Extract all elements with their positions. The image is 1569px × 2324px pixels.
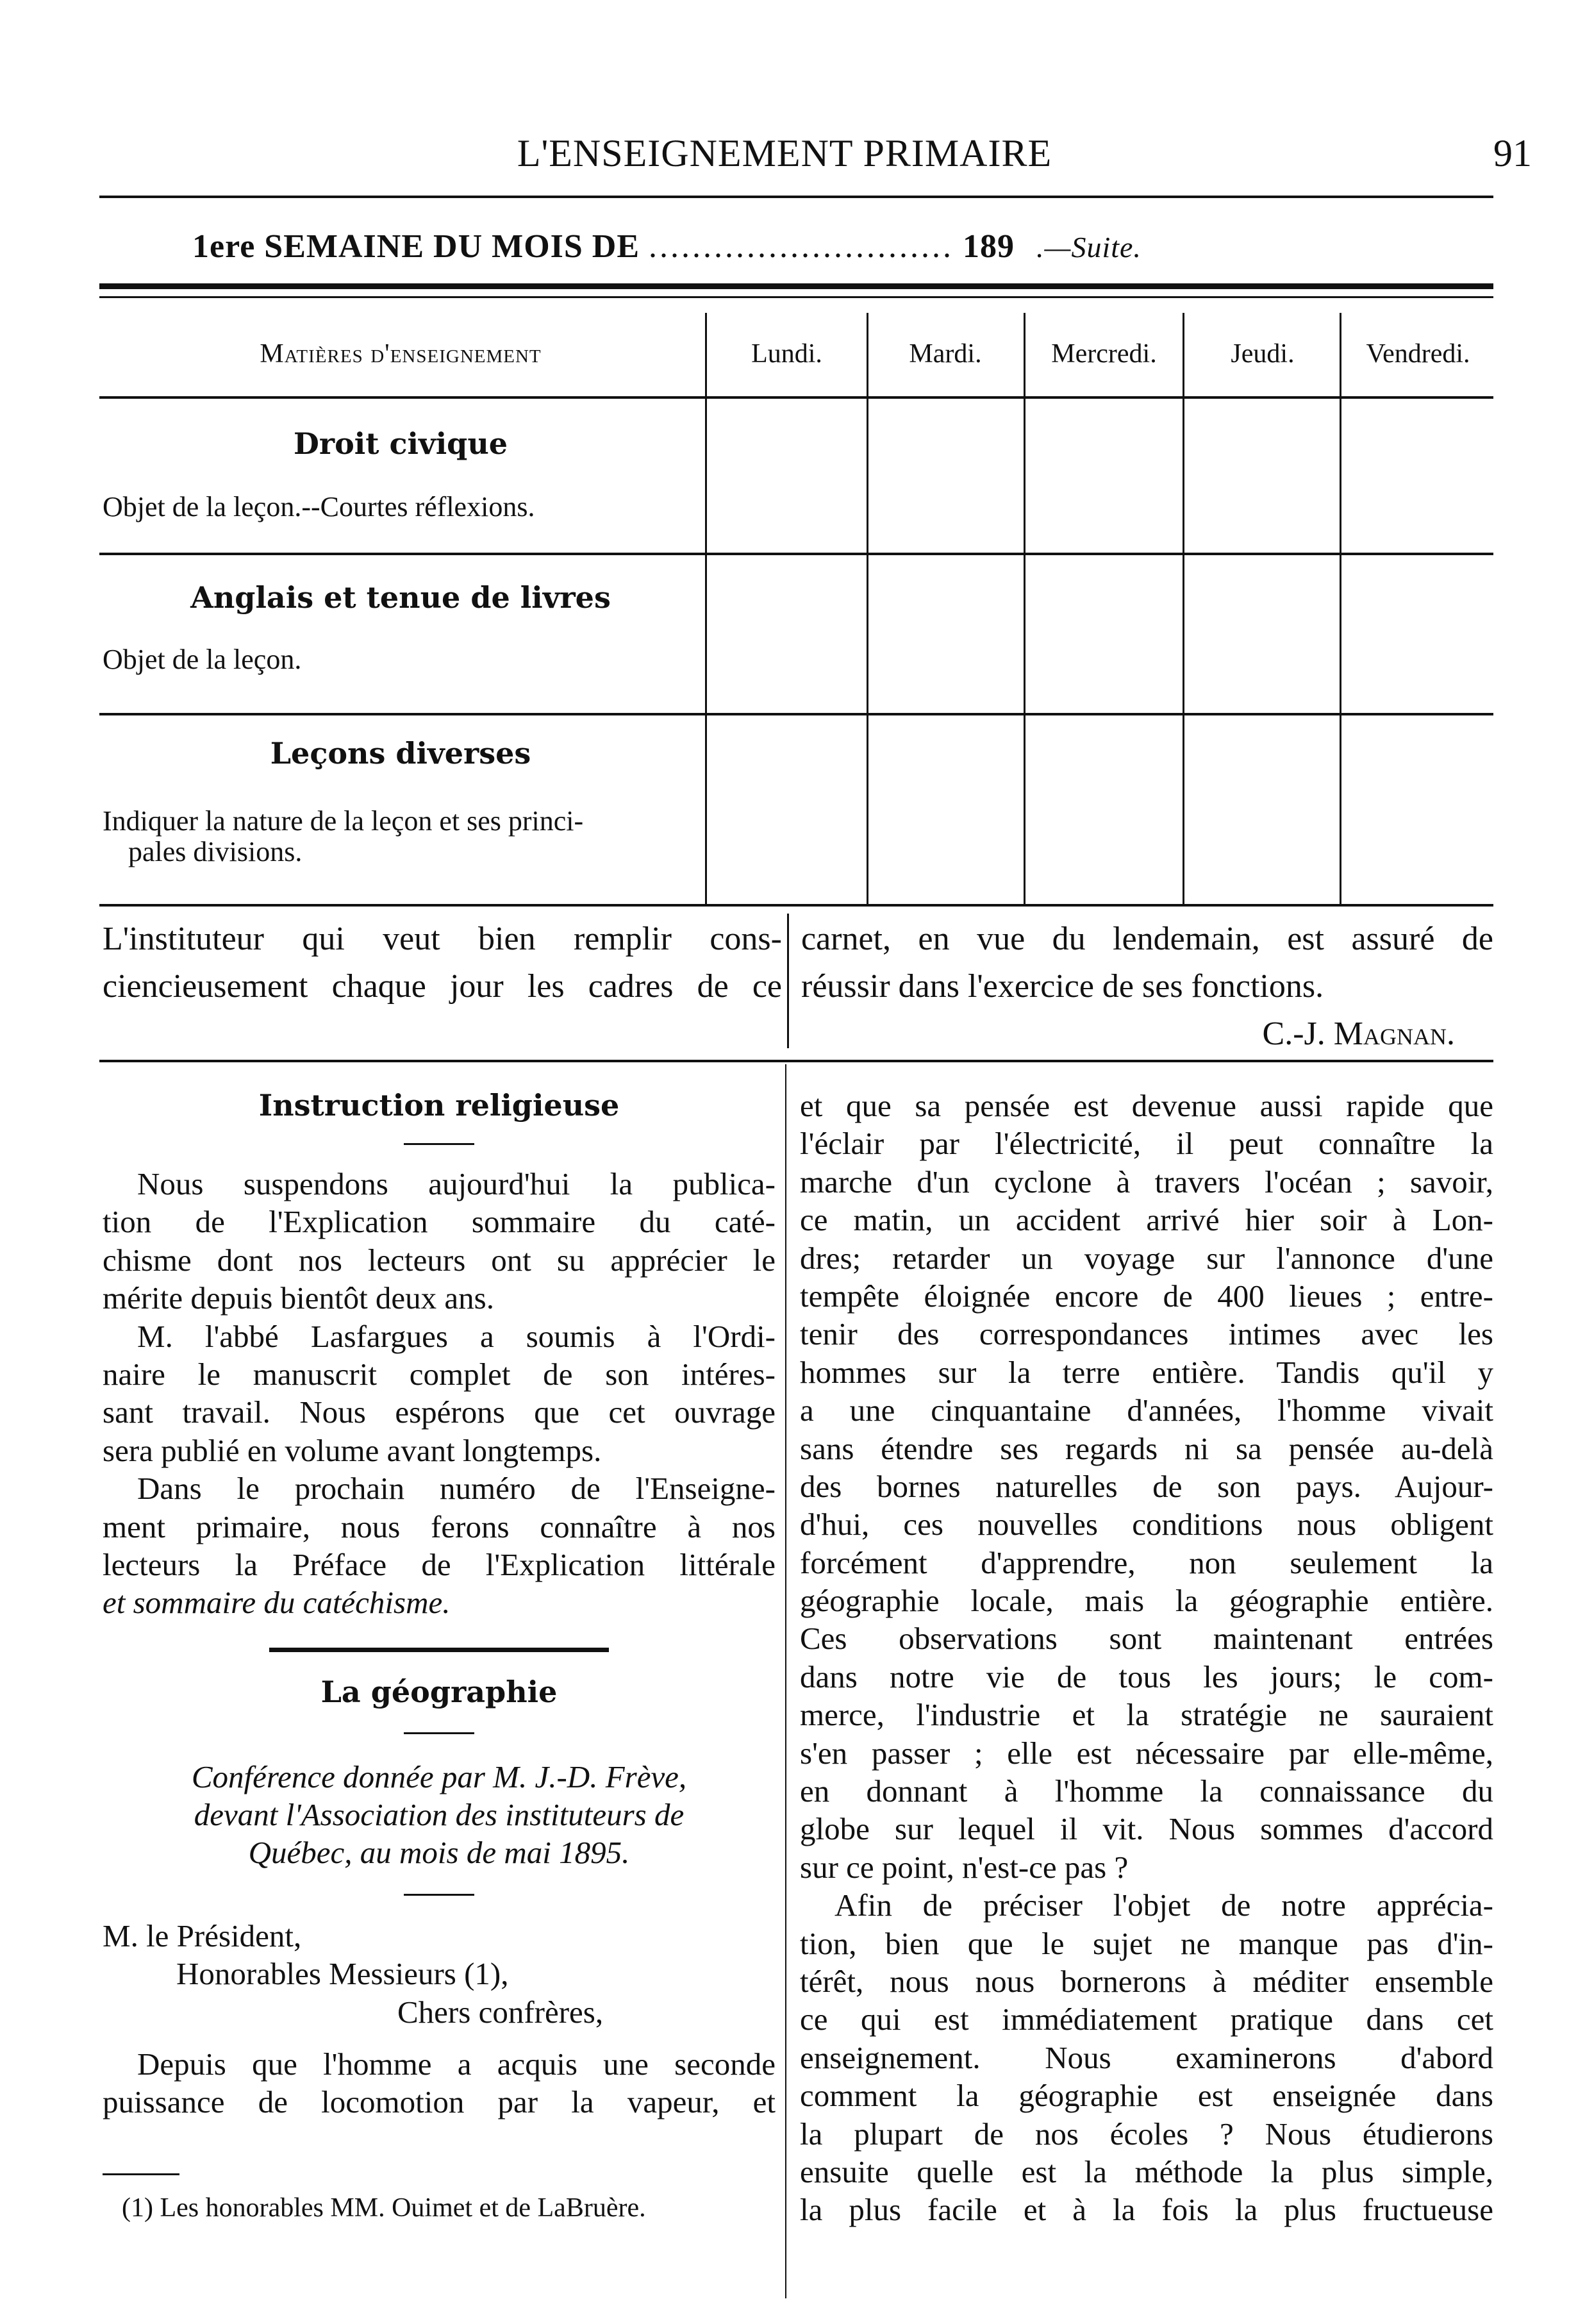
section-desc-droit-civique: Objet de la leçon.--Courtes réflexions. — [103, 491, 535, 522]
salutation-line-2: Honorables Messieurs (1), — [176, 1956, 509, 1992]
right-para1-line-19: en donnant à l'homme la connaissance du — [800, 1773, 1493, 1809]
right-para1-line-1: et que sa pensée est devenue aussi rapide que — [800, 1088, 1493, 1123]
right-para2-line-9: la plus facile et à la fois la plus fructueuse — [800, 2192, 1493, 2228]
para3-line-2: ment primaire, nous ferons connaître à nos — [103, 1509, 776, 1544]
note-signature: C.-J. Magnan. — [1262, 1016, 1455, 1052]
right-para1-line-20: globe sur lequel il vit. Nous sommes d'accord — [800, 1811, 1493, 1847]
para3-line-4: et sommaire du catéchisme. — [103, 1585, 451, 1621]
right-column — [800, 1087, 1493, 2229]
right-para2-line-7: la plupart de nos écoles ? Nous étudierons — [800, 2116, 1493, 2152]
table-vrule-1 — [705, 313, 707, 904]
section-desc-anglais: Objet de la leçon. — [103, 644, 302, 675]
heading-instruction-religieuse: Instruction religieuse — [258, 1088, 620, 1123]
salutation-line-3: Chers confrères, — [397, 1994, 604, 2030]
right-para2-line-5: enseignement. Nous examinerons d'abord — [800, 2039, 1493, 2075]
week-label: 1ere SEMAINE DU MOIS DE — [192, 228, 640, 265]
day-header-lundi: Lundi. — [751, 339, 822, 369]
right-para1-line-17: merce, l'industrie et la stratégie ne sauraient — [800, 1697, 1493, 1733]
note-left-line-1: L'instituteur qui veut bien remplir cons- — [103, 921, 782, 957]
column-divider — [785, 1064, 786, 2298]
note-right-line-2: réussir dans l'exercice de ses fonctions. — [801, 968, 1324, 1005]
conference-line-3: Québec, au mois de mai 1895. — [248, 1835, 630, 1871]
right-para1-line-10: sans étendre ses regards ni sa pensée au-delà — [800, 1430, 1493, 1466]
para3-line-1: Dans le prochain numéro de l'Enseigne- — [137, 1471, 776, 1507]
ornament-rule-wrap — [103, 1622, 776, 1673]
section-title-anglais: Anglais et tenue de livres — [190, 580, 611, 615]
salutation-gap — [103, 2031, 776, 2045]
right-para2-line-3: térêt, nous nous bornerons à méditer ensemble — [800, 1963, 1493, 1999]
para4-line-1: Depuis que l'homme a acquis une seconde — [137, 2046, 776, 2082]
table-rule-row2 — [99, 713, 1493, 715]
para1-line-4: mérite depuis bientôt deux ans. — [103, 1280, 494, 1316]
right-para1-line-13: forcément d'apprendre, non seulement la — [800, 1544, 1493, 1580]
day-header-mardi: Mardi. — [909, 339, 982, 369]
table-rule-header — [99, 396, 1493, 399]
para3-line-3: lecteurs la Préface de l'Explication littérale — [103, 1546, 776, 1582]
note-divider — [787, 914, 789, 1048]
heading-rule-wrap-2 — [103, 1713, 776, 1758]
note-left-line-2: ciencieusement chaque jour les cadres de ce — [103, 968, 782, 1005]
week-dots: ............................ — [649, 228, 954, 265]
ornament-rule — [269, 1648, 609, 1652]
heading-rule-wrap-3 — [103, 1872, 776, 1917]
heading-la-geographie: La géographie — [320, 1674, 558, 1709]
right-para1-line-5: dres; retarder un voyage sur l'annonce d'une — [800, 1240, 1493, 1276]
right-para1-line-3: marche d'un cyclone à travers l'océan ; savoir, — [800, 1164, 1493, 1200]
rule-double-1 — [99, 283, 1493, 289]
week-suite: .—Suite. — [1036, 231, 1141, 263]
right-para2-line-8: ensuite quelle est la méthode la plus simple, — [800, 2153, 1493, 2189]
week-title — [192, 228, 1141, 265]
table-header-matieres: Matières d'enseignement — [260, 339, 542, 369]
right-para2-line-6: comment la géographie est enseignée dans — [800, 2078, 1493, 2114]
day-header-jeudi: Jeudi. — [1231, 339, 1295, 369]
right-para1-line-9: a une cinquantaine d'années, l'homme vivait — [800, 1392, 1493, 1428]
heading-rule-1 — [404, 1143, 474, 1145]
heading-rule-3 — [404, 1894, 474, 1896]
conference-line-1: Conférence donnée par M. J.-D. Frève, — [191, 1759, 687, 1794]
table-vrule-2 — [867, 313, 868, 904]
para1-line-1: Nous suspendons aujourd'hui la publica- — [137, 1166, 776, 1201]
salutation-line-1: M. le Président, — [103, 1918, 302, 1953]
footnote-rule — [103, 2173, 179, 2175]
right-para1-line-16: dans notre vie de tous les jours; le com- — [800, 1659, 1493, 1694]
rule-columns-top — [99, 1060, 1493, 1062]
right-para2-line-4: ce qui est immédiatement pratique dans cet — [800, 2002, 1493, 2037]
page-number: 91 — [1493, 132, 1532, 174]
footnote: (1) Les honorables MM. Ouimet et de LaBruère. — [122, 2193, 646, 2223]
section-title-lecons-diverses: Leçons diverses — [270, 736, 531, 771]
right-para1-line-18: s'en passer ; elle est nécessaire par elle-même, — [800, 1735, 1493, 1771]
day-header-vendredi: Vendredi. — [1366, 339, 1470, 369]
para4-line-2: puissance de locomotion par la vapeur, et — [103, 2084, 776, 2120]
left-column — [103, 1087, 776, 2121]
right-para1-line-11: des bornes naturelles de son pays. Aujour- — [800, 1468, 1493, 1504]
para2-line-4: sera publié en volume avant longtemps. — [103, 1432, 602, 1468]
right-para1-line-14: géographie locale, mais la géographie entière. — [800, 1583, 1493, 1619]
para2-line-3: sant travail. Nous espérons que cet ouvrage — [103, 1394, 776, 1430]
day-header-mercredi: Mercredi. — [1051, 339, 1157, 369]
running-head-title: L'ENSEIGNEMENT PRIMAIRE — [517, 132, 1052, 174]
right-para1-line-6: tempête éloignée encore de 400 lieues ; entre- — [800, 1278, 1493, 1314]
section-title-droit-civique: Droit civique — [293, 426, 508, 461]
table-vrule-3 — [1024, 313, 1025, 904]
rule-double-2 — [99, 296, 1493, 298]
para1-line-3: chisme dont nos lecteurs ont su apprécier le — [103, 1242, 776, 1278]
right-para2-line-1: Afin de préciser l'objet de notre apprécia- — [834, 1887, 1493, 1923]
para2-line-1: M. l'abbé Lasfargues a soumis à l'Ordi- — [137, 1318, 776, 1354]
table-vrule-5 — [1340, 313, 1341, 904]
note-right — [801, 915, 1493, 1058]
note-right-line-1: carnet, en vue du lendemain, est assuré de — [801, 921, 1493, 957]
right-para1-line-8: hommes sur la terre entière. Tandis qu'il y — [800, 1354, 1493, 1390]
table-vrule-4 — [1183, 313, 1184, 904]
note-left — [103, 915, 782, 1010]
table-rule-row1 — [99, 553, 1493, 555]
week-year: 189 — [963, 228, 1015, 265]
section-desc-lecons-diverses-1: Indiquer la nature de la leçon et ses princi- — [103, 805, 584, 837]
right-para1-line-4: ce matin, un accident arrivé hier soir à Lon- — [800, 1202, 1493, 1238]
right-para1-line-2: l'éclair par l'électricité, il peut connaître la — [800, 1126, 1493, 1162]
section-desc-lecons-diverses-2: pales divisions. — [128, 836, 303, 867]
right-para1-line-12: d'hui, ces nouvelles conditions nous obligent — [800, 1507, 1493, 1542]
conference-line-2: devant l'Association des instituteurs de — [194, 1797, 685, 1833]
heading-rule-wrap-1 — [103, 1125, 776, 1165]
right-para2-line-2: tion, bien que le sujet ne manque pas d'in- — [800, 1925, 1493, 1961]
table-rule-row3 — [99, 904, 1493, 907]
right-para1-line-21: sur ce point, n'est-ce pas ? — [800, 1849, 1129, 1885]
right-para1-line-15: Ces observations sont maintenant entrées — [800, 1621, 1493, 1657]
heading-rule-2 — [404, 1732, 474, 1734]
para1-line-2: tion de l'Explication sommaire du caté- — [103, 1204, 776, 1240]
right-para1-line-7: tenir des correspondances intimes avec les — [800, 1316, 1493, 1352]
rule-top — [99, 196, 1493, 198]
para2-line-2: naire le manuscrit complet de son intéres- — [103, 1356, 776, 1392]
